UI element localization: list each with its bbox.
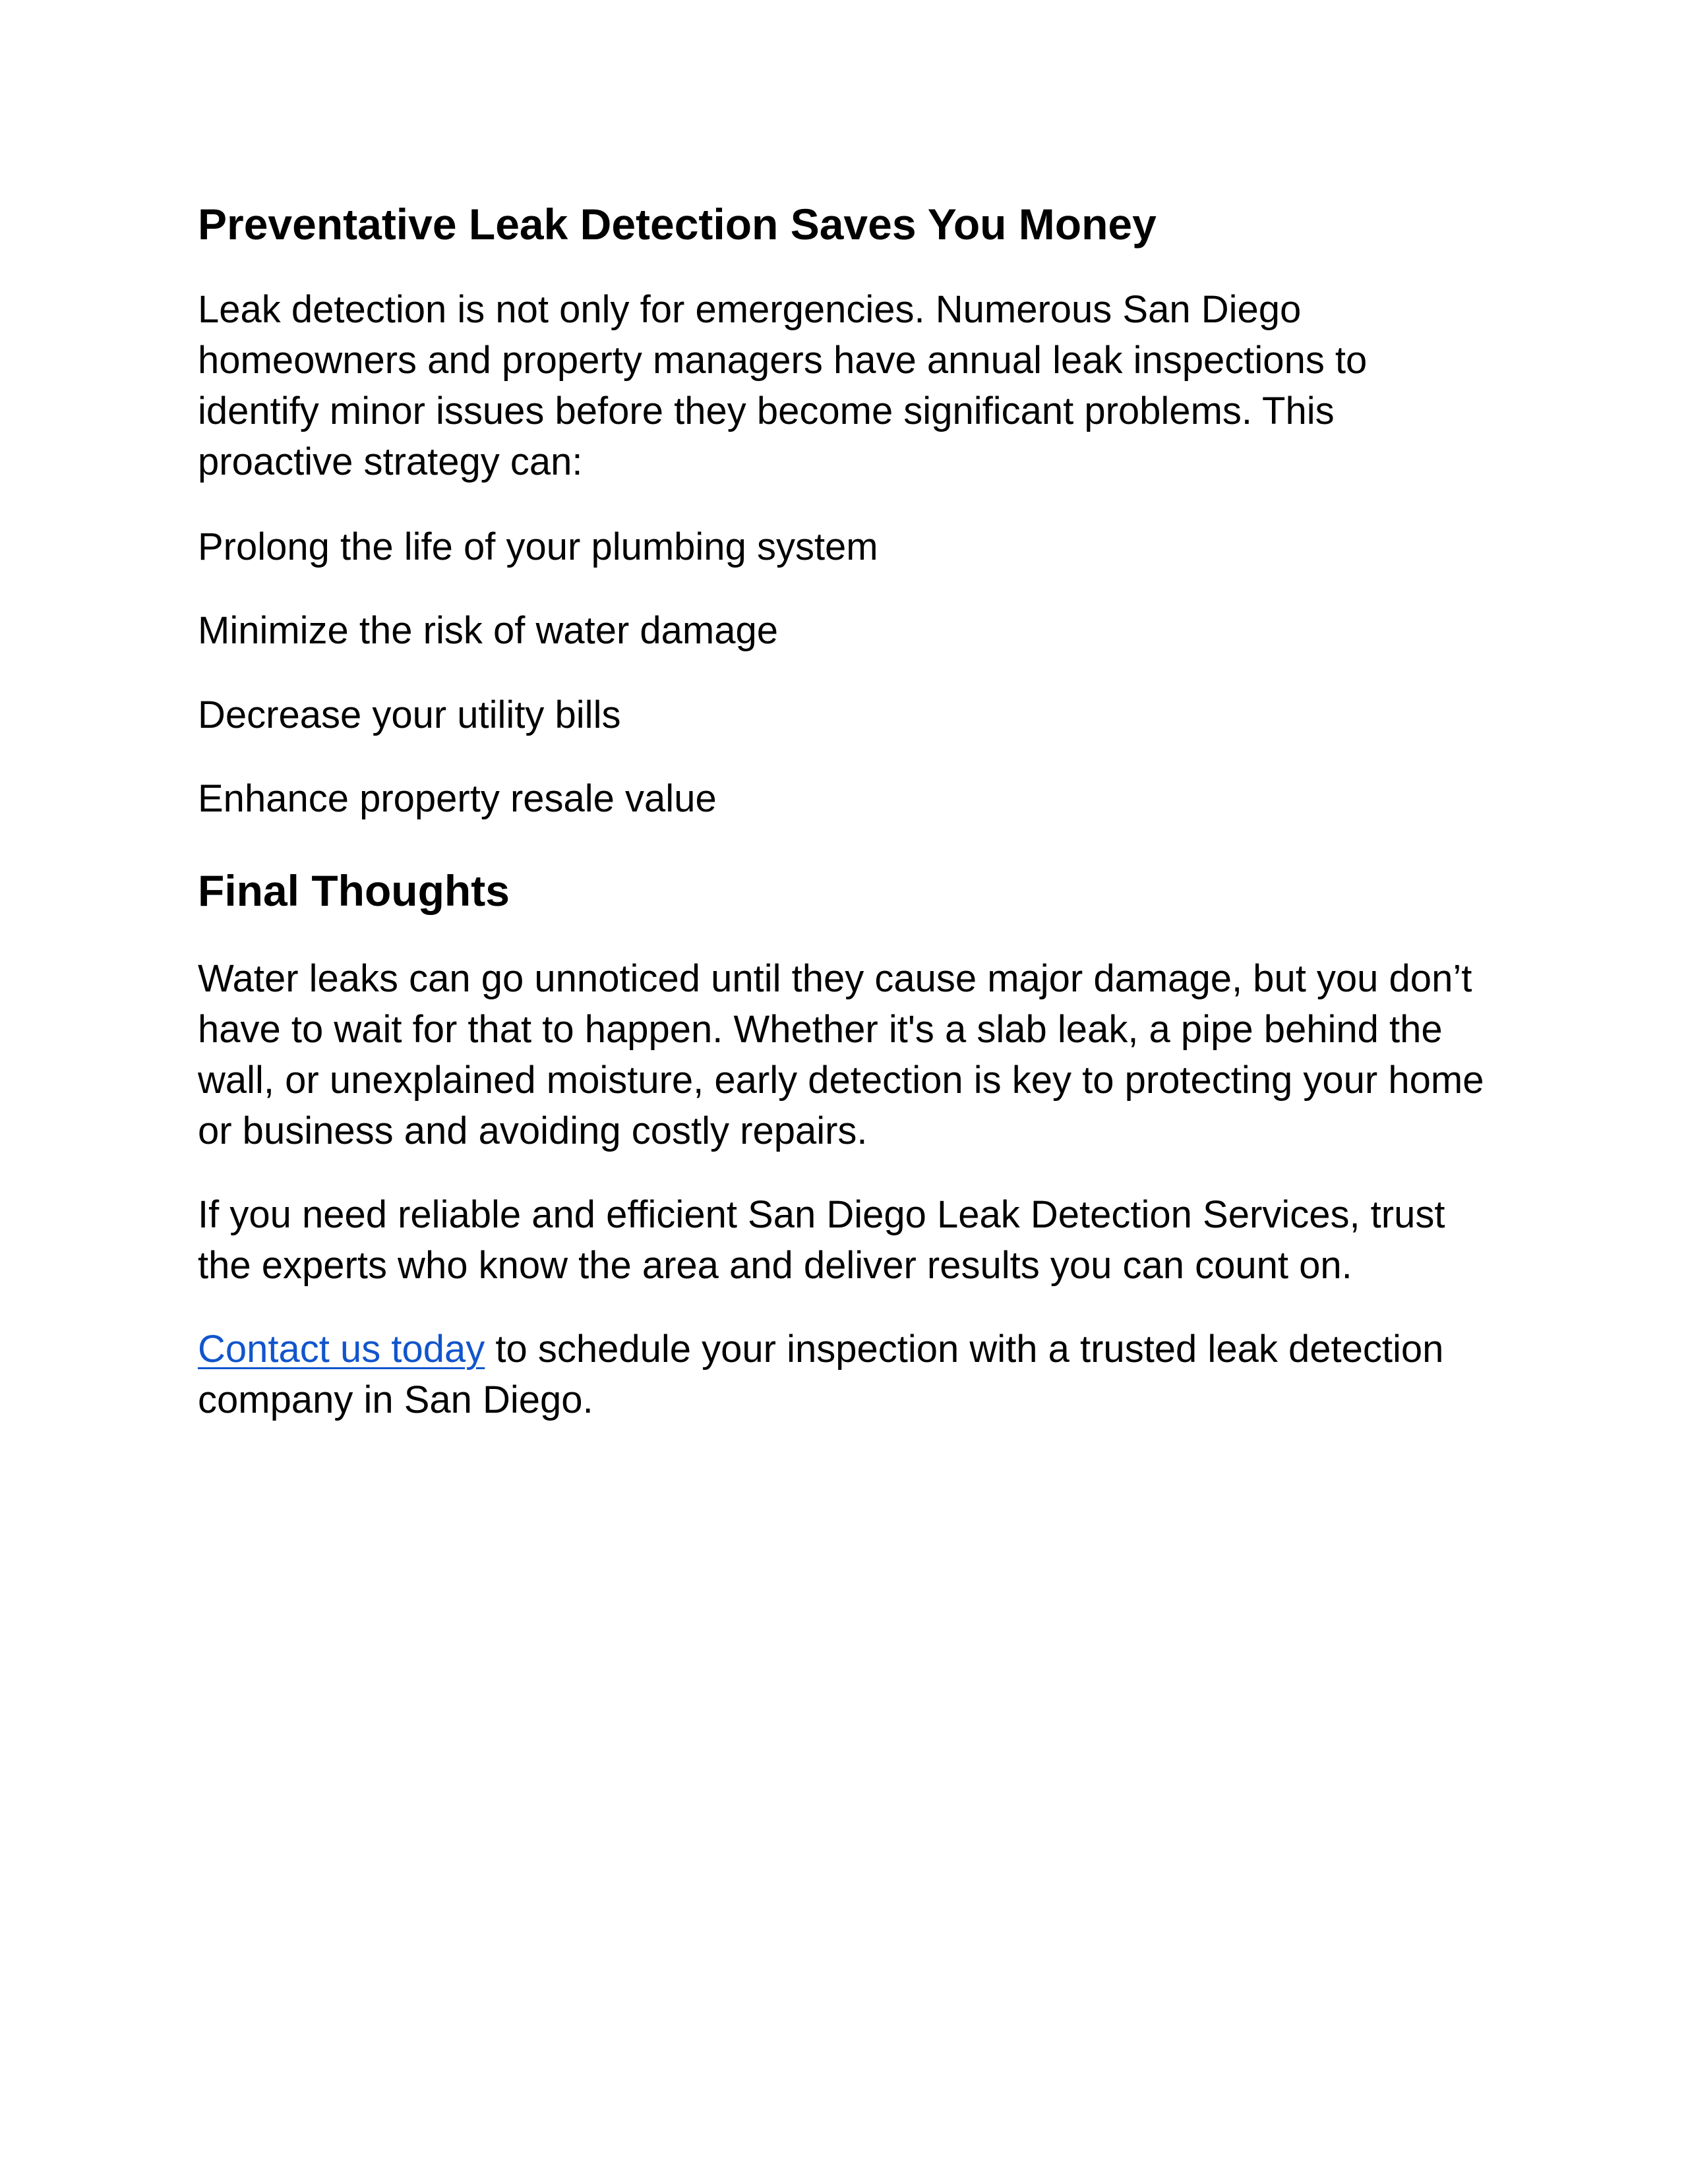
intro-paragraph: Leak detection is not only for emergencies. Numerous San Diego homeowners and property managers have annual leak inspections to identify minor issues before they become significant problems. This proactive strategy can: (198, 288, 1368, 483)
benefit-item-resale-value: Enhance property resale value (198, 777, 717, 820)
cta-paragraph (198, 1324, 1490, 1425)
section-heading-final-thoughts: Final Thoughts (198, 866, 510, 915)
section-heading-preventative: Preventative Leak Detection Saves You Money (198, 200, 1157, 249)
cta-text: to schedule your inspection with a trusted leak detection company in San Diego. (198, 1328, 1444, 1421)
contact-us-link[interactable]: Contact us today (198, 1328, 485, 1371)
benefit-item-water-damage: Minimize the risk of water damage (198, 609, 778, 652)
final-thoughts-paragraph: Water leaks can go unnoticed until they cause major damage, but you don’t have to wait for that to happen. Whether it's a slab leak, a pipe behind the wall, or unexplained moisture, early detection is key to protecting your home or business and avoiding costly repairs. (198, 957, 1484, 1152)
benefit-item-utility-bills: Decrease your utility bills (198, 694, 621, 736)
trust-experts-paragraph: If you need reliable and efficient San Diego Leak Detection Services, trust the experts who know the area and deliver results you can count on. (198, 1193, 1445, 1287)
benefit-item-plumbing-life: Prolong the life of your plumbing system (198, 525, 878, 568)
